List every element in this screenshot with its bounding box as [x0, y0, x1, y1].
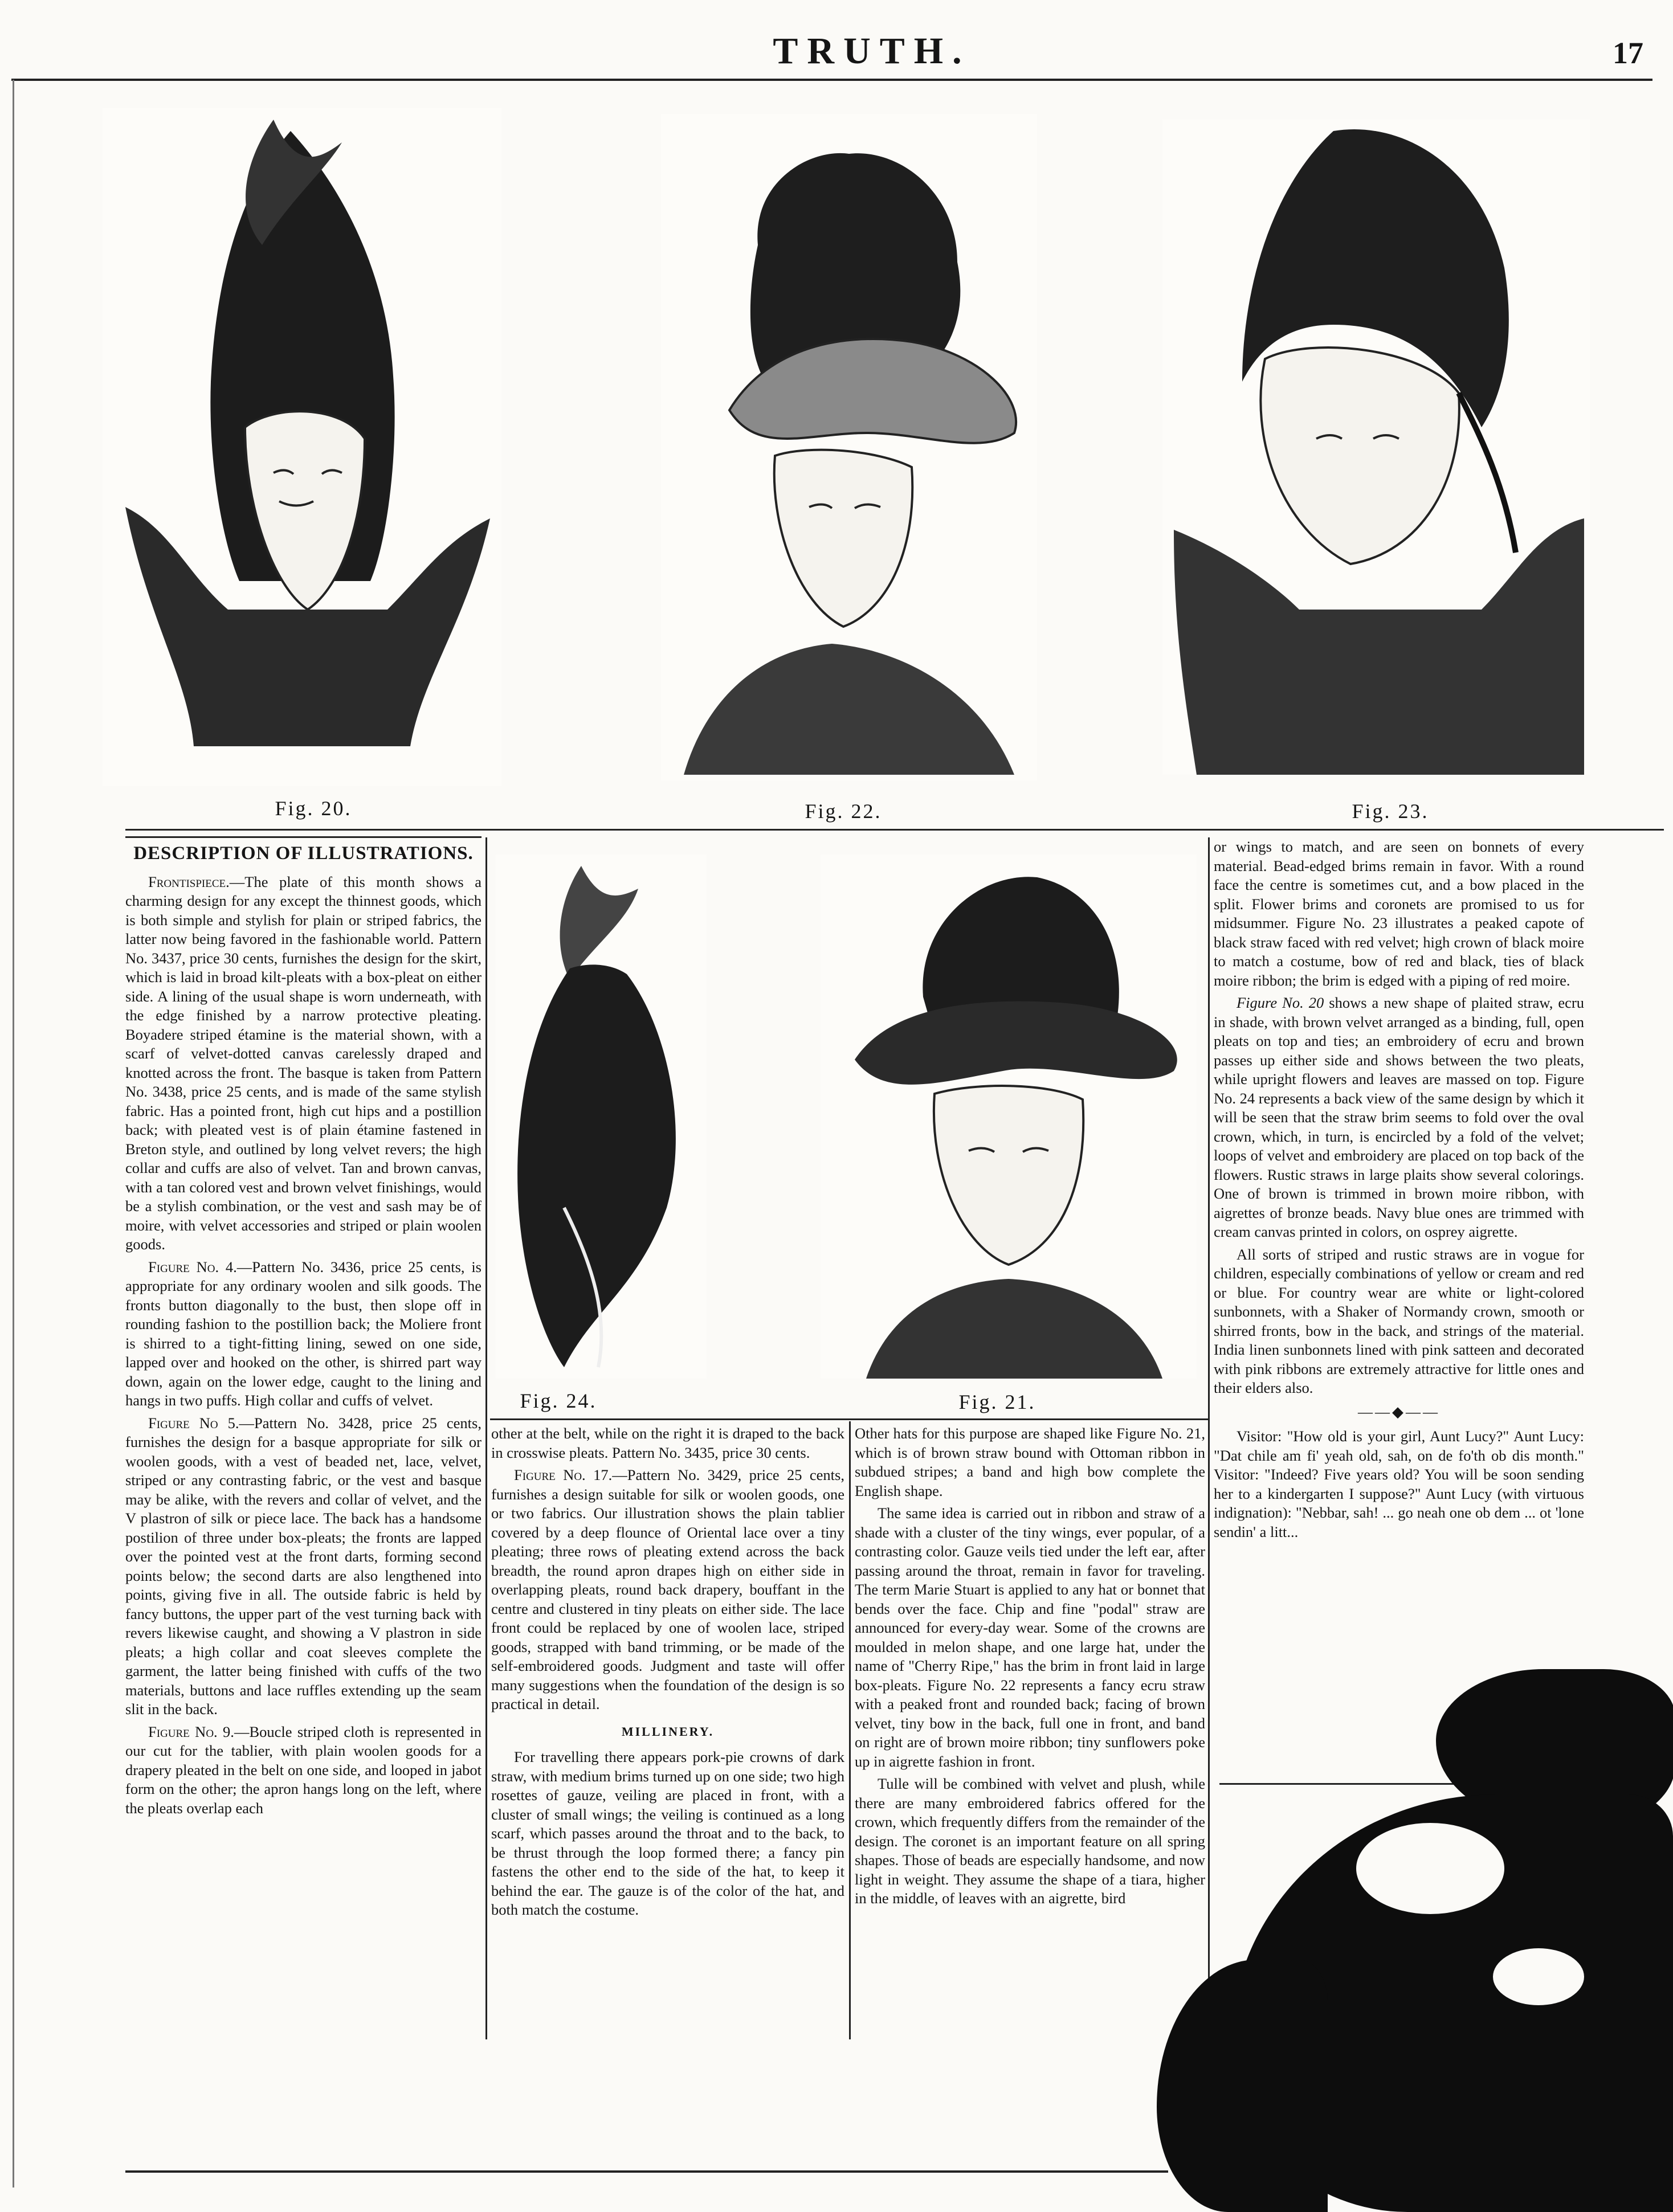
figure-20-illustration [103, 108, 501, 786]
paragraph-figure-5 [125, 1414, 482, 1719]
description-heading: DESCRIPTION OF ILLUSTRATIONS. [133, 844, 474, 864]
paragraph-figure-20 [1214, 993, 1584, 1242]
page-number: 17 [1613, 36, 1643, 70]
hat-engraving-icon [661, 114, 1037, 780]
paragraph-frontispiece [125, 873, 482, 1254]
ornamental-divider: ——◆—— [1358, 1403, 1440, 1420]
lead-term: Figure No 5. [148, 1414, 239, 1432]
ink-damage-speckle [1356, 1823, 1504, 1914]
paragraph-figure-17 [491, 1466, 844, 1714]
hat-engraving-icon [821, 854, 1197, 1379]
figure-22-illustration [661, 114, 1037, 780]
paragraph-text: —Boucle striped cloth is represented in our cut for the tablier, with plain woolen goods for a drapery pleated in the belt on one side, and looped in jabot form on the other; the apron hangs long on the left, where the pleats overlap each [125, 1723, 482, 1817]
figure-20-caption: Fig. 20. [275, 797, 352, 820]
paragraph-figure-9 [125, 1723, 482, 1818]
paragraph-continuation: other at the belt, while on the right it is draped to the back in crosswise pleats. Pattern No. 3435, price 30 cents. [491, 1425, 844, 1461]
figure-reference: Figure No. 20 [1237, 994, 1324, 1011]
figure-24-caption: Fig. 24. [520, 1389, 597, 1412]
paragraph-tulle: Tulle will be combined with velvet and plush, while there are many embroidered fabrics offered for the crown, which frequently differs from the remainder of the design. The coronet is an important feature on all spring shapes. Those of beads are especially handsome, and now light in weight. They assume the shape of a tiara, higher in the middle, of leaves with an aigrette, bird [855, 1775, 1205, 1907]
figure-21-caption: Fig. 21. [958, 1391, 1036, 1413]
column-2 [491, 1424, 844, 2039]
paragraph-joke: Visitor: "How old is your girl, Aunt Lucy?" Aunt Lucy: "Dat chile am fi' yeah old, sah, on de fo'th ob dis month." Visitor: "Indeed? Five years old? You will be soon sending her to a kindergarten I suppose?" Aunt Lucy (with virtuous indignation): "Nebbar, sah! ... go neah one ob dem ... ot 'lone sendin' a litt... [1214, 1428, 1584, 1540]
figure-23-caption: Fig. 23. [1352, 800, 1429, 823]
margin-fold-line [13, 80, 14, 2188]
figure-24-illustration [496, 854, 707, 1379]
page-bottom-rule [125, 2170, 1168, 2173]
paragraph-children: All sorts of striped and rustic straws are in vogue for children, especially combinations of yellow or cream and red or blue. For country wear are white or light-colored sunbonnets, with a Shaker of Normandy crown, smooth or shirred fronts, bow in the back, and strings of the material. India linen sunbonnets lined with pink satteen and decorated with pink ribbons are extremely attractive for little ones and their elders also. [1214, 1245, 1584, 1396]
lead-term: Frontispiece. [148, 873, 230, 890]
paragraph-text: —The plate of this month shows a charming design for any except the thinnest goods, which is both simple and stylish for plain or striped fabrics, the latter now being favored in the fashionable world. Pattern No. 3437, price 30 cents, furnishes the design for the skirt, which is laid in broad kilt-pleats with a box-pleat on either side. A lining of the usual shape is worn underneath, with the edge finished by a narrow protective pleating. Boyadere striped étamine is the material shown, with a scarf of velvet-dotted canvas carelessly draped and knotted across the front. The basque is taken from Pattern No. 3438, price 25 cents, and is made of the same stylish fabric. Has a pointed front, high cut hips and a postillion back; with pleated vest is of plain étamine fastened in Breton style, and outlined by long velvet revers; the high collar and cuffs are also of velvet. Tan and brown canvas, with a tan colored vest and brown velvet finishings, would be a stylish combination, or the vest and sash may be of moire, with velvet accessories and striped or plain woolen goods. [125, 873, 482, 1253]
column-top-rule [125, 836, 482, 838]
millinery-heading: MILLINERY. [621, 1724, 715, 1739]
paragraph-ribbon: The same idea is carried out in ribbon and straw of a shade with a cluster of the tiny wings, ever popular, of a contrasting color. Gauze veils tied under the left ear, after passing around the throat, remain in favor for traveling. The term Marie Stuart is applied to any hat or bonnet that bends over the face. Chip and fine "podal" straw are announced for every-day wear. Some of the crowns are moulded in melon shape, and one large hat, under the name of "Cherry Ripe," has the brim in front laid in large box-pleats. Figure No. 22 represents a fancy ecru straw with a peaked front and rounded back; facing of brown velvet, tiny bow in the back, full one in front, and band on right are of brown moire ribbon; tiny sunflowers poke up in aigrette fashion in front. [855, 1504, 1205, 1770]
paragraph-figure-4 [125, 1258, 482, 1410]
paragraph-text: —Pattern No. 3429, price 25 cents, furnishes a design suitable for silk or woolen goods, one or two fabrics. Our illustration shows the plain tablier covered by a deep flounce of Oriental lace over a tiny pleating; three rows of pleating extend across the back breadth, the round apron drapes high on either side in overlapping pleats, round back drapery, bouffant in the centre and clustered in tiny pleats on either side. The lace front could be replaced by one of woolen lace, striped goods, strapped with band trimming, or be made of the self-embroidered goods. Judgment and taste will offer many suggestions when the foundation of the design is so practical in detail. [491, 1466, 844, 1712]
column-4 [1214, 837, 1584, 1726]
paragraph-continuation: Other hats for this purpose are shaped like Figure No. 21, which is of brown straw bound with Ottoman ribbon in subdued stripes; a band and high bow complete the English shape. [855, 1425, 1205, 1499]
figure-23-illustration [1162, 120, 1590, 775]
ink-damage-speckle [1493, 1948, 1584, 2005]
column-divider [849, 1421, 851, 2039]
section-rule [490, 1418, 1208, 1420]
figure-21-illustration [821, 854, 1197, 1379]
masthead-title: TRUTH. [773, 30, 971, 72]
section-rule [125, 829, 1664, 831]
paragraph-text: shows a new shape of plaited straw, ecru in shade, with brown velvet arranged as a binding, full, open pleats on top and ties; an embroidery of ecru and brown passes up either side and shows between the two pleats, while upright flowers and leaves are massed on top. Figure No. 24 represents a back view of the same design by which it will be seen that the straw brim seems to fold over the oval crown, which, in turn, is encircled by a fold of the velvet; loops of velvet and embroidery are placed on top back of the flowers. Rustic straws in large plaits show several colorings. One of brown is trimmed in brown moire ribbon, with aigrettes of bronze beads. Navy blue ones are trimmed with cream canvas printed in colors, on osprey aigrette. [1214, 994, 1584, 1240]
column-divider [1208, 837, 1210, 2039]
paragraph-travelling: For travelling there appears pork-pie crowns of dark straw, with medium brims turned up on one side; two high rosettes of gauze, veiling are placed in front, with a cluster of small wings; the veiling is continued as a long scarf, which passes around the throat and to the back, to be thrust through the loop formed there; a fancy pin fastens the other end to the side of the hat, to keep it behind the ear. The gauze is of the color of the hat, and both match the costume. [491, 1748, 844, 1918]
lead-term: Figure No. 4. [148, 1258, 237, 1275]
header-rule [11, 79, 1652, 81]
column-3 [855, 1424, 1205, 2039]
paragraph-text: —Pattern No. 3436, price 25 cents, is appropriate for any ordinary woolen and silk goods. The fronts button diagonally to the bust, then slope off in rounding fashion to the postillion back; the Moliere front is shirred to a tight-fitting lining, sewed on one side, lapped over and hooked on the other, is shirred part way down, again on the lower edge, caught to the lining and hangs in two puffs. High collar and cuffs of velvet. [125, 1258, 482, 1409]
column-divider [485, 837, 487, 2039]
hat-engraving-icon [496, 854, 707, 1379]
hat-engraving-icon [1162, 120, 1590, 775]
figure-22-caption: Fig. 22. [805, 800, 882, 823]
lead-term: Figure No. 9. [148, 1723, 234, 1740]
hat-engraving-icon [103, 108, 501, 786]
lead-term: Figure No. 17. [514, 1466, 613, 1483]
column-1 [125, 844, 482, 2092]
paragraph-text: —Pattern No. 3428, price 25 cents, furnishes the design for a basque appropriate for silk or woolen goods, with a vest of beaded net, lace, velvet, striped or any contrasting fabric, or the vest and basque may be alike, with the revers and collar of velvet, and the V plastron of silk or piece lace. The back has a handsome postilion of three under box-pleats; the fronts are lapped over the pointed vest at the front darts, forming second points below; the second darts are also lengthened into points, giving five in all. The outside fabric is held by fancy buttons, the upper part of the vest turning back with revers likewise caught, and showing a V plastron in side pleats; a high collar and coat sleeves complete the garment, the latter being finished with cuffs of the two materials, buttons and lace ruffles extending up the seam slit in the back. [125, 1414, 482, 1718]
paragraph-continuation: or wings to match, and are seen on bonnets of every material. Bead-edged brims remain in favor. With a round face the centre is sometimes cut, and a bow placed in the split. Flower brims and coronets are promised to us for midsummer. Figure No. 23 illustrates a peaked capote of black straw faced with red velvet; high crown of black moire to match a costume, bow of red and black, ties of black moire ribbon; the brim is edged with a piping of red moire. [1214, 838, 1584, 989]
